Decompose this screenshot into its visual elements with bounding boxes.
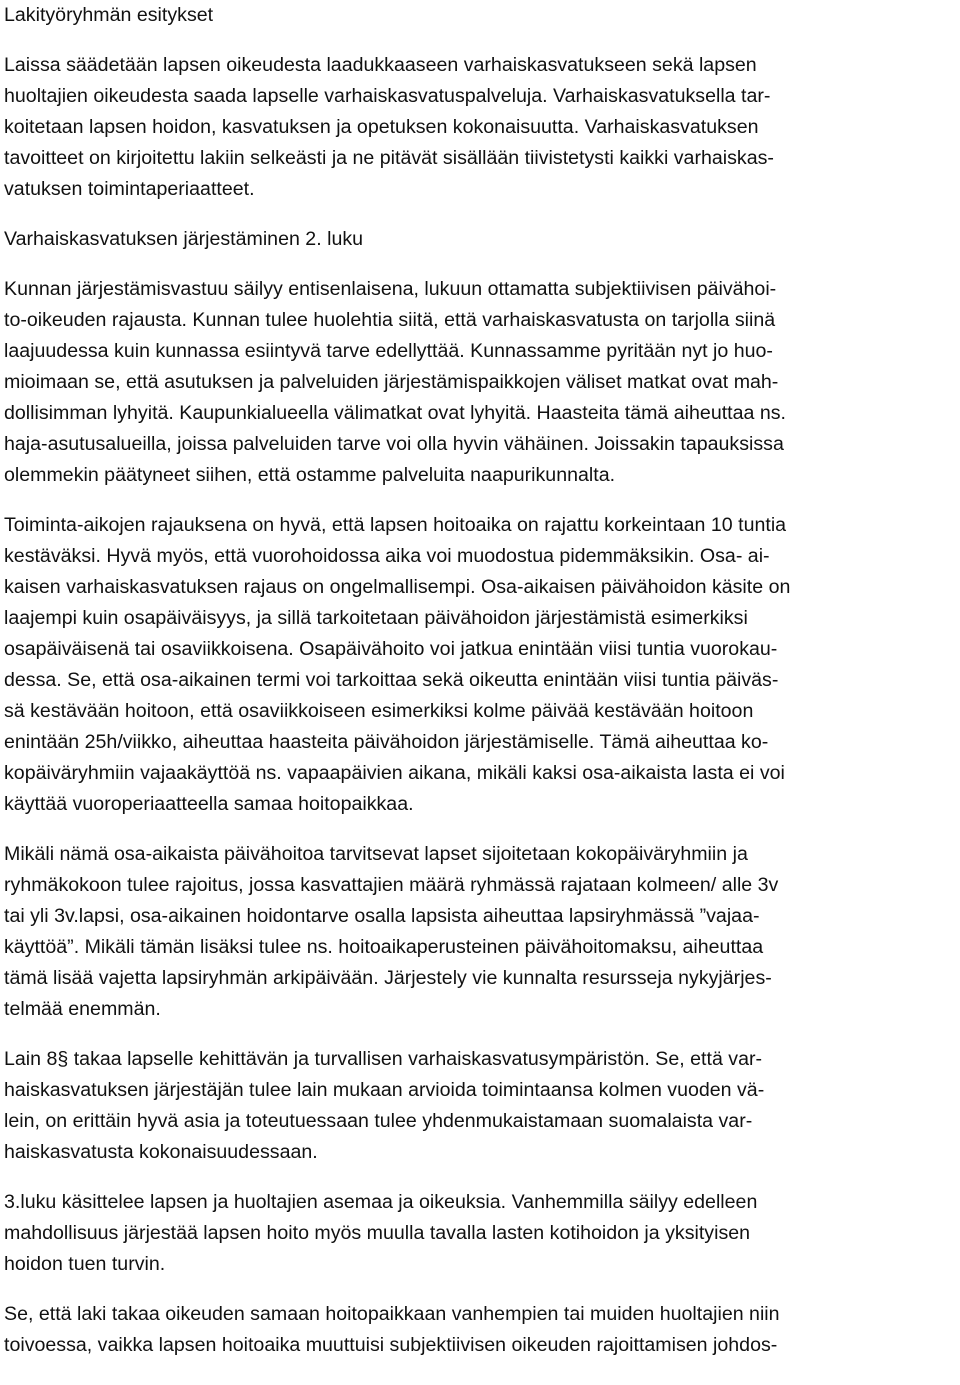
paragraph-line: kopäiväryhmiin vajaakäyttöä ns. vapaapäivien aikana, mikäli kaksi osa-aikaista lasta ei voi bbox=[4, 762, 785, 784]
paragraph-line: kaisen varhaiskasvatuksen rajaus on ongelmallisempi. Osa-aikaisen päivähoidon käsite on bbox=[4, 576, 791, 598]
paragraph-line: Se, että laki takaa oikeuden samaan hoitopaikkaan vanhempien tai muiden huoltajien niin bbox=[4, 1303, 780, 1325]
paragraph bbox=[4, 510, 958, 820]
document-body bbox=[4, 0, 958, 1361]
paragraph-line: sä kestävään hoitoon, että osaviikkoiseen esimerkiksi kolme päivää kestävään hoitoon bbox=[4, 700, 754, 722]
paragraph-line: Mikäli nämä osa-aikaista päivähoitoa tarvitsevat lapset sijoitetaan kokopäiväryhmiin ja bbox=[4, 843, 748, 865]
paragraph-line: vatuksen toimintaperiaatteet. bbox=[4, 178, 255, 200]
paragraph-line: Laissa säädetään lapsen oikeudesta laadukkaaseen varhaiskasvatukseen sekä lapsen bbox=[4, 54, 757, 76]
paragraph-line: laajempi kuin osapäiväisyys, ja sillä tarkoitetaan päivähoidon järjestämistä esimerkiksi bbox=[4, 607, 748, 629]
paragraph-line: tämä lisää vajetta lapsiryhmän arkipäivään. Järjestely vie kunnalta resursseja nykyjärjes- bbox=[4, 967, 772, 989]
paragraph-line: enintään 25h/viikko, aiheuttaa haasteita päivähoidon järjestämiselle. Tämä aiheuttaa ko- bbox=[4, 731, 769, 753]
paragraph bbox=[4, 1299, 958, 1361]
paragraph-spacer bbox=[4, 491, 958, 510]
paragraph-line: telmää enemmän. bbox=[4, 998, 161, 1020]
paragraph bbox=[4, 839, 958, 1025]
paragraph bbox=[4, 50, 958, 205]
paragraph-line: haja-asutusalueilla, joissa palveluiden tarve voi olla hyvin vähäinen. Joissakin tapauksissa bbox=[4, 433, 784, 455]
paragraph-line: dollisimman lyhyitä. Kaupunkialueella välimatkat ovat lyhyitä. Haasteita tämä aiheuttaa ns. bbox=[4, 402, 786, 424]
paragraph-line: Varhaiskasvatuksen järjestäminen 2. luku bbox=[4, 228, 364, 250]
paragraph-spacer bbox=[4, 820, 958, 839]
paragraph-spacer bbox=[4, 31, 958, 50]
paragraph-container bbox=[4, 31, 958, 1361]
paragraph-line: tai yli 3v.lapsi, osa-aikainen hoidontarve osalla lapsista aiheuttaa lapsiryhmässä ”vajaa- bbox=[4, 905, 760, 927]
paragraph-line: to-oikeuden rajausta. Kunnan tulee huolehtia siitä, että varhaiskasvatusta on tarjolla siinä bbox=[4, 309, 776, 331]
paragraph-line: haiskasvatusta kokonaisuudessaan. bbox=[4, 1141, 318, 1163]
paragraph-line: toivoessa, vaikka lapsen hoitoaika muuttuisi subjektiivisen oikeuden rajoittamisen johdos- bbox=[4, 1334, 778, 1356]
document-title bbox=[4, 0, 958, 31]
paragraph-spacer bbox=[4, 1168, 958, 1187]
paragraph-line: osapäiväisenä tai osaviikkoisena. Osapäivähoito voi jatkua enintään viisi tuntia vuorokau- bbox=[4, 638, 778, 660]
paragraph-line: laajuudessa kuin kunnassa esiintyvä tarve edellyttää. Kunnassamme pyritään nyt jo huo- bbox=[4, 340, 773, 362]
paragraph-line: käyttää vuoroperiaatteella samaa hoitopaikkaa. bbox=[4, 793, 414, 815]
paragraph-spacer bbox=[4, 1025, 958, 1044]
paragraph-spacer bbox=[4, 255, 958, 274]
paragraph-line: Kunnan järjestämisvastuu säilyy entisenlaisena, lukuun ottamatta subjektiivisen päivähoi- bbox=[4, 278, 777, 300]
paragraph-line: käyttöä”. Mikäli tämän lisäksi tulee ns. hoitoaikaperusteinen päivähoitomaksu, aiheuttaa bbox=[4, 936, 764, 958]
paragraph-line: olemmekin päätyneet siihen, että ostamme palveluita naapurikunnalta. bbox=[4, 464, 616, 486]
document-title-text: Lakityöryhmän esitykset bbox=[4, 4, 214, 26]
paragraph bbox=[4, 224, 958, 255]
paragraph-line: kestäväksi. Hyvä myös, että vuorohoidossa aika voi muodostua pidemmäksikin. Osa- ai- bbox=[4, 545, 770, 567]
paragraph-line: ryhmäkokoon tulee rajoitus, jossa kasvattajien määrä ryhmässä rajataan kolmeen/ alle 3v bbox=[4, 874, 779, 896]
paragraph-line: Toiminta-aikojen rajauksena on hyvä, että lapsen hoitoaika on rajattu korkeintaan 10 tuntia bbox=[4, 514, 787, 536]
paragraph-line: hoidon tuen turvin. bbox=[4, 1253, 166, 1275]
paragraph-line: haiskasvatuksen järjestäjän tulee lain mukaan arvioida toimintaansa kolmen vuoden vä- bbox=[4, 1079, 765, 1101]
paragraph-line: mahdollisuus järjestää lapsen hoito myös muulla tavalla lasten kotihoidon ja yksityisen bbox=[4, 1222, 751, 1244]
paragraph bbox=[4, 1187, 958, 1280]
paragraph-line: koitetaan lapsen hoidon, kasvatuksen ja opetuksen kokonaisuutta. Varhaiskasvatuksen bbox=[4, 116, 759, 138]
paragraph-spacer bbox=[4, 205, 958, 224]
paragraph-line: 3.luku käsittelee lapsen ja huoltajien asemaa ja oikeuksia. Vanhemmilla säilyy edelleen bbox=[4, 1191, 758, 1213]
paragraph-line: tavoitteet on kirjoitettu lakiin selkeästi ja ne pitävät sisällään tiivistetysti kaikki varhaiskas- bbox=[4, 147, 774, 169]
paragraph-line: lein, on erittäin hyvä asia ja toteutuessaan tulee yhdenmukaistamaan suomalaista var- bbox=[4, 1110, 753, 1132]
paragraph-line: mioimaan se, että asutuksen ja palveluiden järjestämispaikkojen väliset matkat ovat mah- bbox=[4, 371, 779, 393]
paragraph-line: dessa. Se, että osa-aikainen termi voi tarkoittaa sekä oikeutta enintään viisi tuntia päiväs- bbox=[4, 669, 779, 691]
paragraph-line: huoltajien oikeudesta saada lapselle varhaiskasvatuspalveluja. Varhaiskasvatuksella tar- bbox=[4, 85, 771, 107]
paragraph bbox=[4, 274, 958, 491]
paragraph-line: Lain 8§ takaa lapselle kehittävän ja turvallisen varhaiskasvatusympäristön. Se, että var- bbox=[4, 1048, 763, 1070]
paragraph bbox=[4, 1044, 958, 1168]
paragraph-spacer bbox=[4, 1280, 958, 1299]
